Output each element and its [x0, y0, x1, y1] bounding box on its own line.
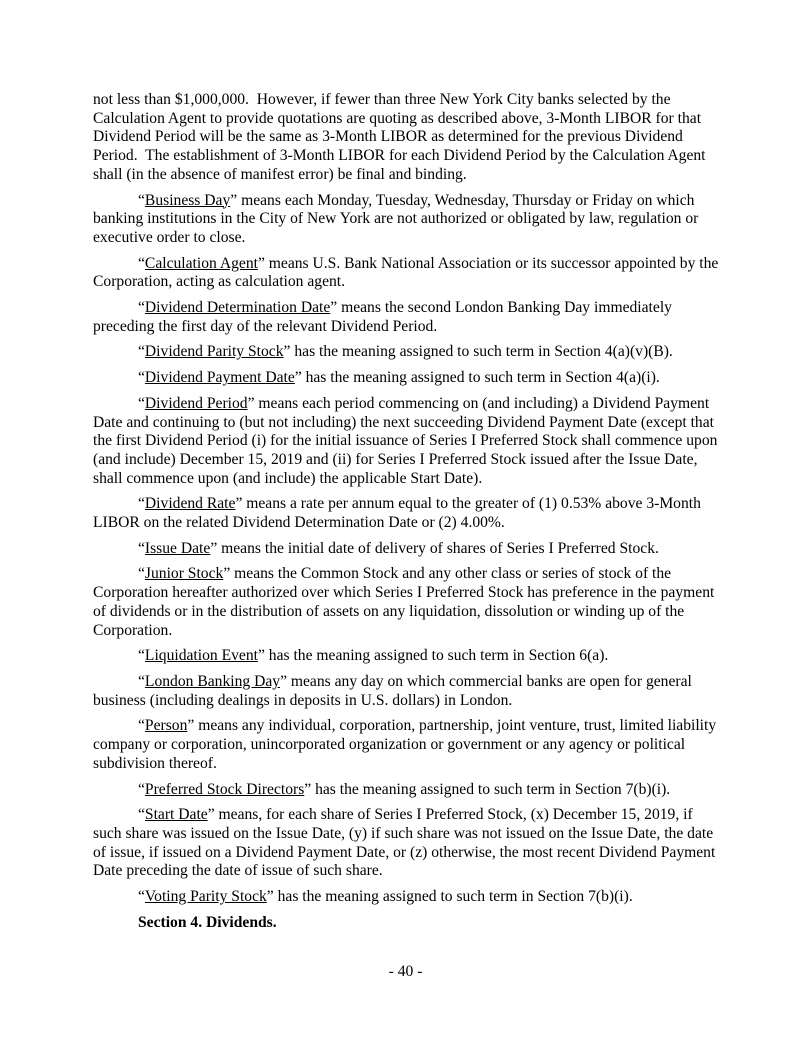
text-run: ” means a rate per annum equal to the greater of (1) 0.53% above 3-Month LIBOR on the related Dividend Determination Date or (2) 4.00%.	[93, 495, 705, 532]
defined-term: Voting Parity Stock	[144, 888, 267, 906]
text-run: not less than $1,000,000. However, if fewer than three New York City banks selected by the Calculation Agent to provide quotations are quoting as described above, 3-Month LIBOR for that Dividend Period will be the same as 3-Month LIBOR as determined for the previous Dividend Period. The establishment of 3-Month LIBOR for each Dividend Period by the Calculation Agent shall (in the absence of manifest error) be final and binding.	[93, 91, 710, 183]
defined-term: Dividend Parity Stock	[144, 343, 284, 361]
defined-term: Business Day	[144, 191, 231, 209]
defined-term: Dividend Period	[144, 394, 248, 412]
defined-term: Issue Date	[144, 539, 211, 557]
text-run: ” means the Common Stock and any other class or series of stock of the Corporation hereafter authorized over which Series I Preferred Stock has preference in the payment of dividends or in the distribution of assets on any liquidation, dissolution or winding up of the Corporation.	[93, 565, 719, 639]
text-run: ” means any individual, corporation, partnership, joint venture, trust, limited liability company or corporation, unincorporated organization or government or any agency or political subdivision thereof.	[93, 717, 721, 772]
paragraph	[93, 888, 721, 907]
defined-term: Liquidation Event	[144, 647, 258, 665]
paragraph	[93, 647, 721, 666]
text-run: ” means the initial date of delivery of shares of Series I Preferred Stock.	[210, 539, 659, 557]
text-run: “	[138, 647, 145, 665]
text-run: ” means any day on which commercial banks are open for general business (including dealings in deposits in U.S. dollars) in London.	[93, 672, 696, 709]
text-run: “	[138, 888, 145, 906]
paragraph	[93, 806, 721, 881]
defined-term: Person	[144, 717, 188, 735]
paragraph	[93, 540, 721, 559]
paragraph	[93, 192, 721, 248]
text-run: ” means each Monday, Tuesday, Wednesday, Thursday or Friday on which banking institutions in the City of New York are not authorized or obligated by law, regulation or executive order to close.	[93, 191, 703, 246]
page-number: - 40 -	[388, 963, 423, 980]
paragraph	[93, 781, 721, 800]
text-run: ” has the meaning assigned to such term in Section 6(a).	[257, 647, 609, 665]
paragraph	[93, 673, 721, 710]
text-run: “	[138, 539, 145, 557]
defined-term: Preferred Stock Directors	[144, 780, 305, 798]
paragraph	[93, 495, 721, 532]
defined-term: Junior Stock	[144, 565, 224, 583]
text-run: ” means the second London Banking Day immediately preceding the first day of the relevant Dividend Period.	[93, 299, 676, 335]
text-run: “	[138, 343, 145, 361]
paragraph	[93, 343, 721, 362]
text-run: “	[138, 394, 145, 412]
document-body	[93, 91, 721, 939]
text-run: “	[138, 369, 145, 387]
defined-term: Dividend Rate	[144, 495, 236, 513]
defined-term: London Banking Day	[144, 672, 281, 690]
text-run: “	[138, 780, 145, 798]
text-run: ” has the meaning assigned to such term in Section 7(b)(i).	[266, 888, 633, 906]
text-run: “	[138, 495, 145, 513]
paragraph	[93, 299, 721, 336]
text-run: “	[138, 565, 145, 583]
text-run: ” has the meaning assigned to such term in Section 4(a)(v)(B).	[283, 343, 673, 361]
defined-term: Calculation Agent	[144, 254, 258, 272]
paragraph	[93, 91, 721, 185]
text-run: ” has the meaning assigned to such term in Section 4(a)(i).	[294, 369, 660, 387]
text-run: “	[138, 672, 145, 690]
text-run: ” means U.S. Bank National Association or its successor appointed by the Corporation, acting as calculation agent.	[93, 254, 723, 291]
defined-term: Dividend Payment Date	[144, 369, 295, 387]
text-run: ” has the meaning assigned to such term in Section 7(b)(i).	[304, 780, 671, 798]
paragraph	[93, 565, 721, 640]
paragraph	[93, 717, 721, 773]
paragraph	[93, 395, 721, 489]
text-run: “	[138, 191, 145, 209]
section-heading	[93, 914, 721, 933]
text-run: “	[138, 806, 145, 824]
defined-term: Dividend Determination Date	[144, 299, 331, 317]
paragraph	[93, 369, 721, 388]
defined-term: Start Date	[144, 806, 208, 824]
text-run: “	[138, 717, 145, 735]
text-run: ” means each period commencing on (and including) a Dividend Payment Date and continuing to (but not including) the next succeeding Dividend Payment Date (except that the first Dividend Period (i) for the initial issuance of Series I Preferred Stock shall commence upon (and include) December 15, 2019 and (ii) for Series I Preferred Stock issued after the Issue Date, shall commence upon (and include) the applicable Start Date).	[93, 394, 722, 487]
text-run: Section 4. Dividends.	[138, 913, 277, 931]
paragraph	[93, 255, 721, 292]
text-run: “	[138, 299, 145, 317]
text-run: “	[138, 254, 145, 272]
text-run: ” means, for each share of Series I Preferred Stock, (x) December 15, 2019, if such share was issued on the Issue Date, (y) if such share was not issued on the Issue Date, the date of issue, if issued on a Dividend Payment Date, or (z) otherwise, the most recent Dividend Payment Date preceding the date of issue of such share.	[93, 806, 720, 880]
